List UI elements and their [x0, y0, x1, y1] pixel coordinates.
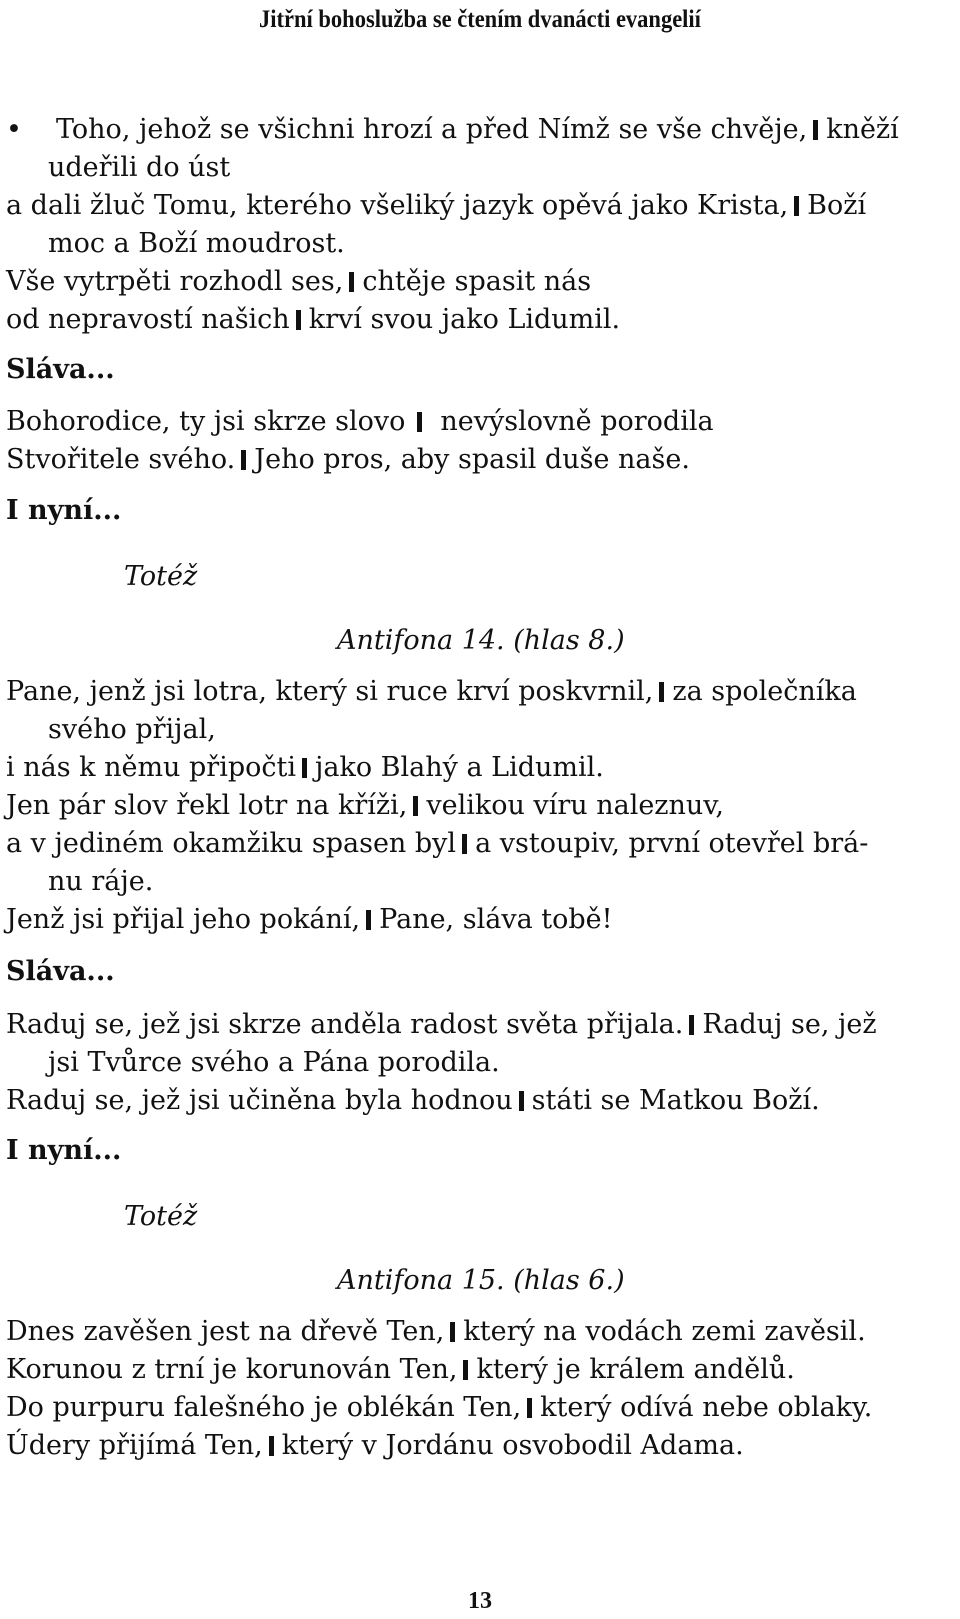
verse-separator — [302, 758, 307, 778]
verse-line — [6, 1389, 872, 1427]
verse-text: Raduj se, jež jsi učiněna byla hodnou — [6, 1085, 513, 1116]
verse-separator — [349, 272, 354, 292]
verse-separator — [296, 310, 301, 330]
verse-text: kněží — [826, 114, 899, 145]
verse-line: udeřili do úst — [48, 152, 231, 183]
verse-text: který v Jordánu osvobodil Adama. — [281, 1430, 744, 1461]
verse-text: od nepravostí našich — [6, 304, 290, 335]
verse-text: a v jediném okamžiku spasen byl — [6, 828, 457, 859]
verse-line — [6, 1006, 877, 1044]
verse-text: Raduj se, jež — [702, 1009, 877, 1040]
bullet-marker: • — [6, 114, 22, 145]
verse-text: Vše vytrpěti rozhodl ses, — [6, 266, 344, 297]
verse-text: Toho, jehož se všichni hrozí a před Nímž se vše chvěje, — [56, 114, 808, 145]
verse-text: Korunou z trní je korunován Ten, — [6, 1354, 458, 1385]
verse-separator — [463, 1360, 468, 1380]
verse-text: Pane, sláva tobě! — [379, 904, 613, 935]
verse-text: který je králem andělů. — [476, 1354, 795, 1385]
verse-text: Jeho pros, aby spasil duše naše. — [254, 444, 690, 475]
verse-text: Dnes zavěšen jest na dřevě Ten, — [6, 1316, 445, 1347]
verse-line — [6, 1427, 744, 1465]
verse-text: Pane, jenž jsi lotra, který si ruce krví poskvrnil, — [6, 676, 654, 707]
verse-text: za společníka — [672, 676, 857, 707]
verse-text: velikou víru naleznuv, — [426, 790, 724, 821]
verse-line — [6, 263, 591, 301]
verse-text: Jen pár slov řekl lotr na kříži, — [6, 790, 408, 821]
totez-label: Totéž — [124, 561, 198, 592]
verse-separator — [519, 1091, 524, 1111]
verse-separator — [269, 1436, 274, 1456]
totez-label: Totéž — [124, 1201, 198, 1232]
verse-text: nevýslovně porodila — [440, 406, 714, 437]
slava-heading: Sláva... — [6, 956, 115, 987]
verse-separator — [659, 682, 664, 702]
i-nyni-heading: I nyní... — [6, 1135, 122, 1166]
verse-text: Do purpuru falešného je oblékán Ten, — [6, 1392, 522, 1423]
verse-text: Údery přijímá Ten, — [6, 1430, 263, 1461]
verse-separator — [413, 796, 418, 816]
verse-line — [6, 403, 714, 441]
verse-line — [6, 1082, 820, 1120]
page-number: 13 — [468, 1588, 492, 1614]
verse-text: Bohorodice, ty jsi skrze slovo — [6, 406, 406, 437]
verse-text: a vstoupiv, první otevřel brá- — [475, 828, 869, 859]
verse-text: Boží — [807, 190, 867, 221]
antifona-title: Antifona 15. (hlas 6.) — [337, 1265, 625, 1296]
verse-text: státi se Matkou Boží. — [531, 1085, 820, 1116]
verse-separator — [366, 910, 371, 930]
verse-text: krví svou jako Lidumil. — [308, 304, 621, 335]
page-header: Jitřní bohoslužba se čtením dvanácti evangelií — [259, 6, 701, 33]
verse-text: Stvořitele svého. — [6, 444, 236, 475]
verse-line — [6, 1351, 795, 1389]
verse-line — [6, 787, 724, 825]
verse-separator — [813, 120, 818, 140]
verse-separator — [689, 1015, 694, 1035]
verse-separator — [794, 196, 799, 216]
antifona-title: Antifona 14. (hlas 8.) — [337, 625, 625, 656]
verse-line — [6, 187, 866, 225]
verse-line: jsi Tvůrce svého a Pána porodila. — [48, 1047, 500, 1078]
verse-line: moc a Boží moudrost. — [48, 228, 345, 259]
verse-line — [6, 1313, 866, 1351]
verse-line — [6, 673, 857, 711]
verse-separator — [527, 1398, 532, 1418]
i-nyni-heading: I nyní... — [6, 495, 122, 526]
verse-line — [6, 301, 620, 339]
verse-text: který odívá nebe oblaky. — [540, 1392, 873, 1423]
verse-text: i nás k němu připočti — [6, 752, 296, 783]
verse-line — [6, 825, 868, 863]
verse-text: Jenž jsi přijal jeho pokání, — [6, 904, 361, 935]
slava-heading: Sláva... — [6, 354, 115, 385]
verse-line — [56, 111, 899, 149]
verse-text: chtěje spasit nás — [362, 266, 592, 297]
verse-line — [6, 901, 612, 939]
verse-separator — [450, 1322, 455, 1342]
verse-text: Raduj se, jež jsi skrze anděla radost světa přijala. — [6, 1009, 684, 1040]
verse-text: jako Blahý a Lidumil. — [315, 752, 604, 783]
verse-line: svého přijal, — [48, 714, 216, 745]
verse-text: který na vodách zemi zavěsil. — [463, 1316, 866, 1347]
verse-line: nu ráje. — [48, 866, 154, 897]
verse-line — [6, 749, 604, 787]
verse-line — [6, 441, 690, 479]
verse-separator — [462, 834, 467, 854]
verse-text: a dali žluč Tomu, kterého všeliký jazyk opěvá jako Krista, — [6, 190, 789, 221]
verse-separator — [417, 412, 422, 432]
verse-separator — [241, 450, 246, 470]
